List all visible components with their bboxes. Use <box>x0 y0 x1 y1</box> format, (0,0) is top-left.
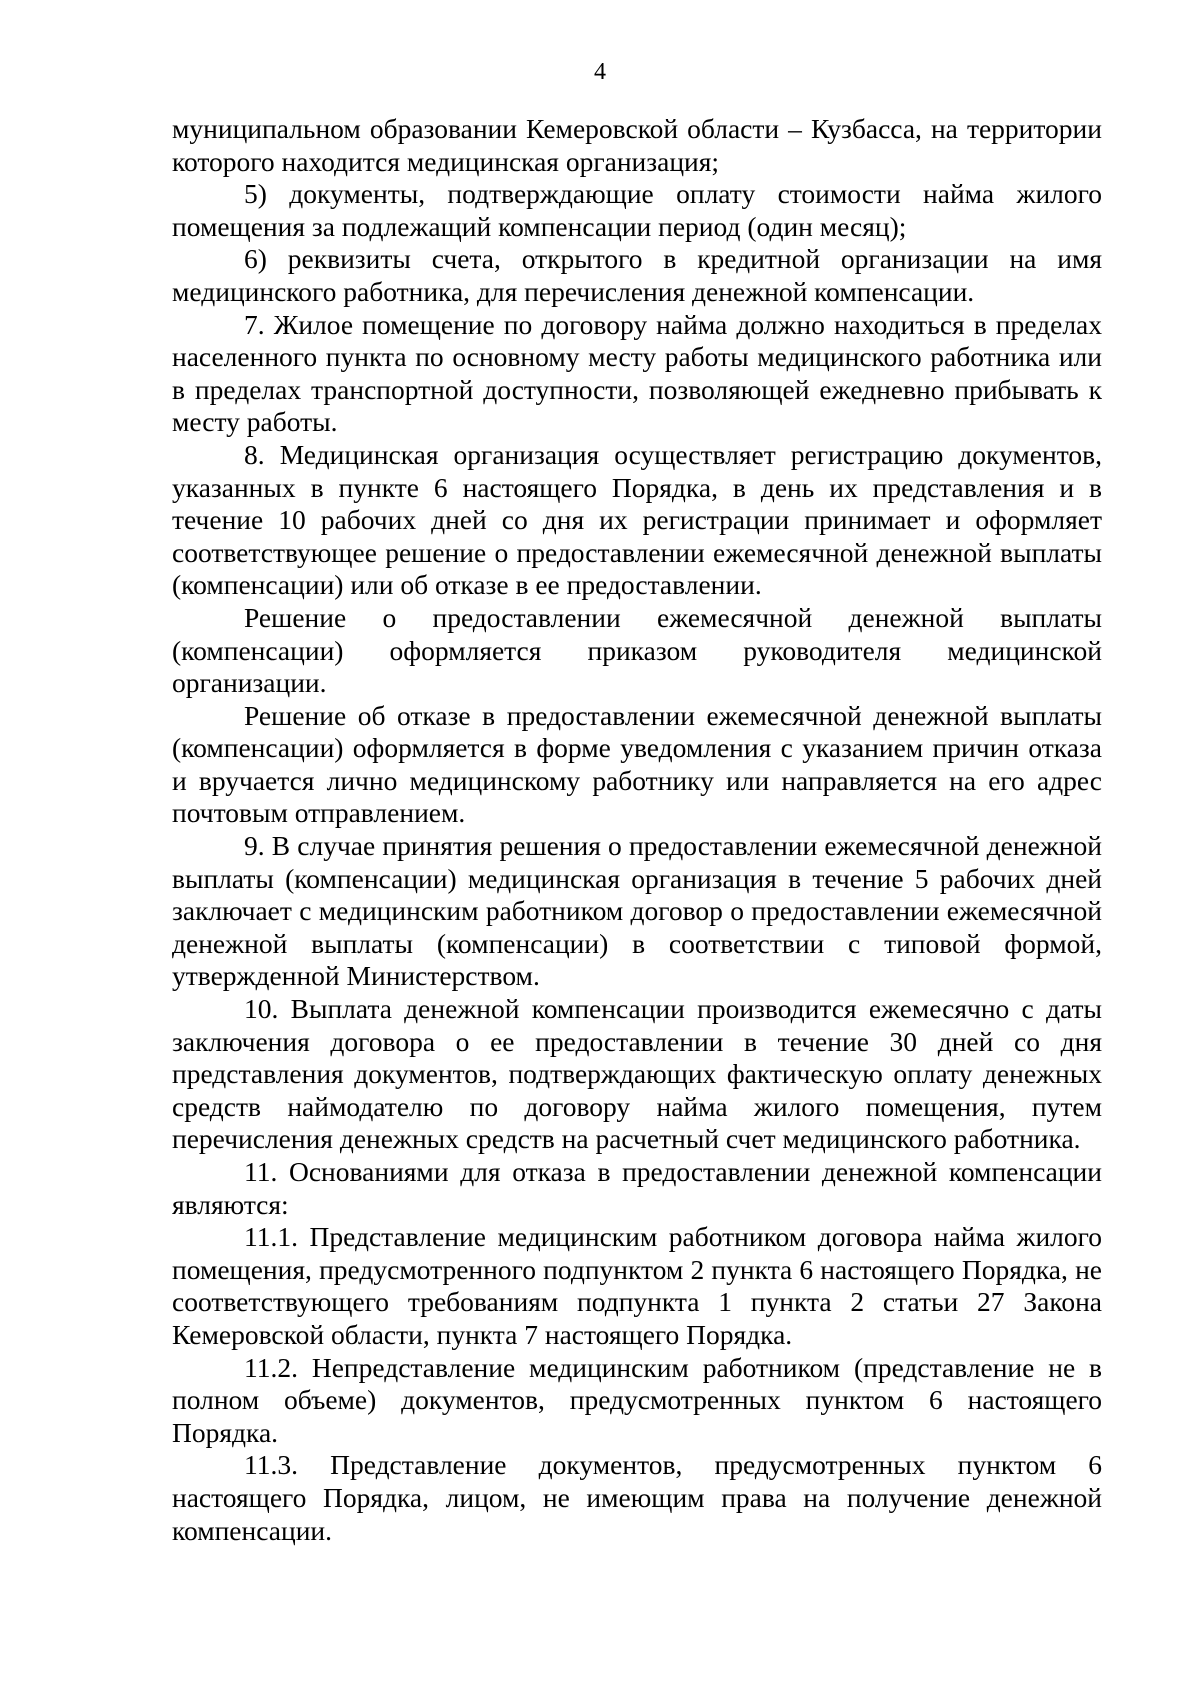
paragraph-clause-11: 11. Основаниями для отказа в предоставлении денежной компенсации являются: <box>172 1156 1102 1220</box>
paragraph-clause-9: 9. В случае принятия решения о предоставлении ежемесячной денежной выплаты (компенсации) медицинская организация в течение 5 рабочих дней заключает с медицинским работником договор о предоставлении ежемесячной денежной выплаты (компенсации) в соответствии с типовой формой, утвержденной Министерством. <box>172 830 1102 992</box>
paragraph-item-5: 5) документы, подтверждающие оплату стоимости найма жилого помещения за подлежащий компенсации период (один месяц); <box>172 178 1102 242</box>
paragraph-clause-8: 8. Медицинская организация осуществляет регистрацию документов, указанных в пункте 6 настоящего Порядка, в день их представления и в течение 10 рабочих дней со дня их регистрации принимает и оформляет соответствующее решение о предоставлении ежемесячной денежной выплаты (компенсации) или об отказе в ее предоставлении. <box>172 438 1102 601</box>
document-body <box>172 113 1102 1547</box>
paragraph-item-6: 6) реквизиты счета, открытого в кредитной организации на имя медицинского работника, для перечисления денежной компенсации. <box>172 243 1102 307</box>
paragraph-decision-refusal: Решение об отказе в предоставлении ежемесячной денежной выплаты (компенсации) оформляется в форме уведомления с указанием причин отказа и вручается лично медицинскому работнику или направляется на его адрес почтовым отправлением. <box>172 699 1102 829</box>
paragraph-decision-grant: Решение о предоставлении ежемесячной денежной выплаты (компенсации) оформляется приказом руководителя медицинской организации. <box>172 601 1102 699</box>
paragraph-clause-11-2: 11.2. Непредставление медицинским работником (представление не в полном объеме) документов, предусмотренных пунктом 6 настоящего Порядка. <box>172 1351 1102 1448</box>
paragraph-clause-7: 7. Жилое помещение по договору найма должно находиться в пределах населенного пункта по основному месту работы медицинского работника или в пределах транспортной доступности, позволяющей ежедневно прибывать к месту работы. <box>172 308 1102 438</box>
page-number: 4 <box>594 59 606 85</box>
paragraph-continuation: муниципальном образовании Кемеровской области – Кузбасса, на территории которого находится медицинская организация; <box>172 113 1102 177</box>
paragraph-clause-11-3: 11.3. Представление документов, предусмотренных пунктом 6 настоящего Порядка, лицом, не имеющим права на получение денежной компенсации. <box>172 1449 1102 1546</box>
paragraph-clause-11-1: 11.1. Представление медицинским работником договора найма жилого помещения, предусмотренного подпунктом 2 пункта 6 настоящего Порядка, не соответствующего требованиям подпункта 1 пункта 2 статьи 27 Закона Кемеровской области, пункта 7 настоящего Порядка. <box>172 1221 1102 1350</box>
paragraph-clause-10: 10. Выплата денежной компенсации производится ежемесячно с даты заключения договора о ее предоставлении в течение 30 дней со дня представления документов, подтверждающих фактическую оплату денежных средств наймодателю по договору найма жилого помещения, путем перечисления денежных средств на расчетный счет медицинского работника. <box>172 993 1102 1155</box>
